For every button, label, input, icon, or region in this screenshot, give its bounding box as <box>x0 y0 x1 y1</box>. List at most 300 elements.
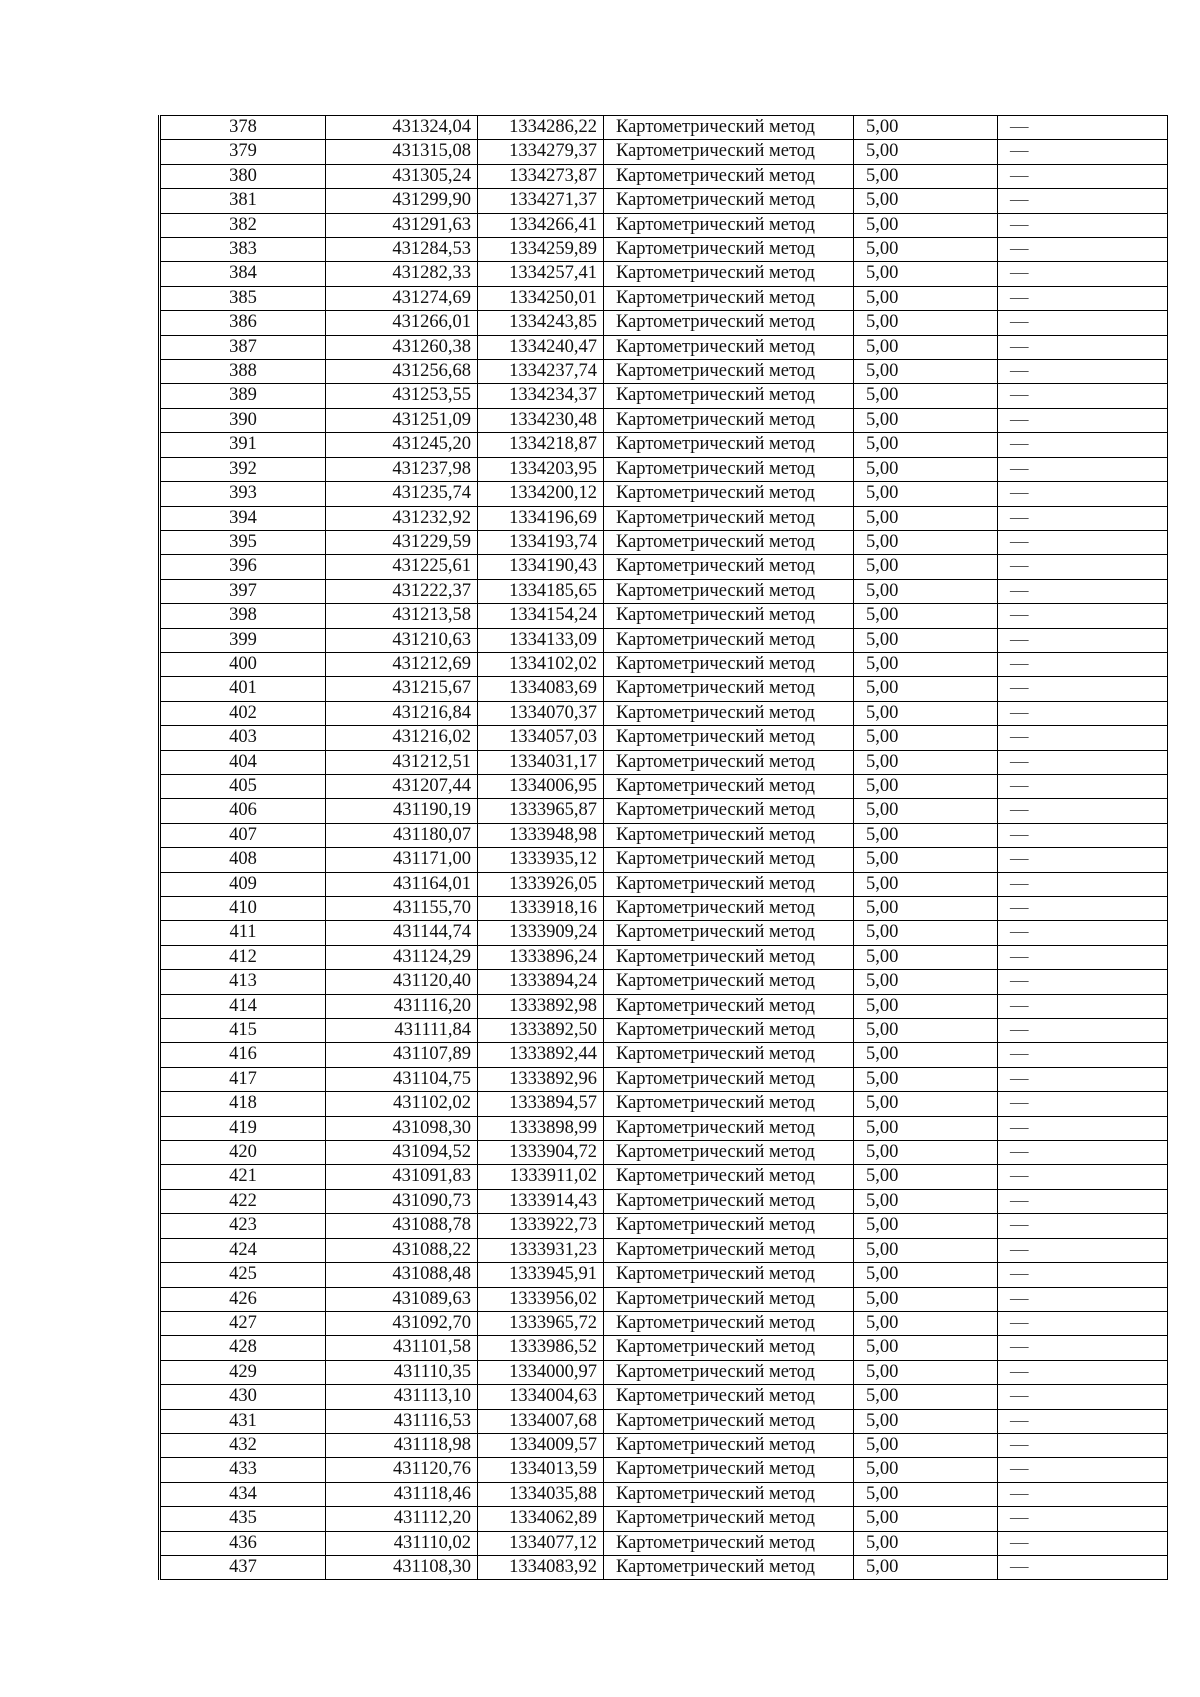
method-cell: Картометрический метод <box>604 823 854 847</box>
method-cell: Картометрический метод <box>604 238 854 262</box>
y-coordinate-cell: 1334035,88 <box>478 1482 604 1506</box>
table-row <box>160 1482 1168 1506</box>
accuracy-cell: 5,00 <box>854 628 998 652</box>
point-number-cell: 412 <box>160 945 326 969</box>
table-row <box>160 897 1168 921</box>
table-row <box>160 628 1168 652</box>
x-coordinate-cell: 431305,24 <box>326 164 478 188</box>
accuracy-cell: 5,00 <box>854 945 998 969</box>
y-coordinate-cell: 1334006,95 <box>478 774 604 798</box>
y-coordinate-cell: 1334000,97 <box>478 1360 604 1384</box>
note-cell: — <box>998 457 1168 481</box>
method-cell: Картометрический метод <box>604 335 854 359</box>
note-cell: — <box>998 1263 1168 1287</box>
note-cell: — <box>998 1311 1168 1335</box>
note-cell: — <box>998 1019 1168 1043</box>
y-coordinate-cell: 1334240,47 <box>478 335 604 359</box>
x-coordinate-cell: 431118,98 <box>326 1433 478 1457</box>
x-coordinate-cell: 431089,63 <box>326 1287 478 1311</box>
method-cell: Картометрический метод <box>604 604 854 628</box>
note-cell: — <box>998 872 1168 896</box>
table-row <box>160 555 1168 579</box>
point-number-cell: 403 <box>160 726 326 750</box>
y-coordinate-cell: 1334273,87 <box>478 164 604 188</box>
note-cell: — <box>998 726 1168 750</box>
x-coordinate-cell: 431212,69 <box>326 652 478 676</box>
note-cell: — <box>998 677 1168 701</box>
y-coordinate-cell: 1333931,23 <box>478 1238 604 1262</box>
table-row <box>160 652 1168 676</box>
point-number-cell: 413 <box>160 970 326 994</box>
table-row <box>160 1067 1168 1091</box>
accuracy-cell: 5,00 <box>854 530 998 554</box>
accuracy-cell: 5,00 <box>854 1238 998 1262</box>
coordinates-table <box>158 115 1168 1580</box>
y-coordinate-cell: 1334237,74 <box>478 360 604 384</box>
point-number-cell: 425 <box>160 1263 326 1287</box>
table-row <box>160 1189 1168 1213</box>
note-cell: — <box>998 335 1168 359</box>
table-row <box>160 799 1168 823</box>
point-number-cell: 431 <box>160 1409 326 1433</box>
table-row <box>160 433 1168 457</box>
y-coordinate-cell: 1333918,16 <box>478 897 604 921</box>
y-coordinate-cell: 1334230,48 <box>478 408 604 432</box>
y-coordinate-cell: 1333909,24 <box>478 921 604 945</box>
accuracy-cell: 5,00 <box>854 1141 998 1165</box>
note-cell: — <box>998 1482 1168 1506</box>
note-cell: — <box>998 1433 1168 1457</box>
note-cell: — <box>998 238 1168 262</box>
table-row <box>160 482 1168 506</box>
x-coordinate-cell: 431108,30 <box>326 1555 478 1579</box>
x-coordinate-cell: 431101,58 <box>326 1336 478 1360</box>
method-cell: Картометрический метод <box>604 311 854 335</box>
method-cell: Картометрический метод <box>604 1189 854 1213</box>
x-coordinate-cell: 431094,52 <box>326 1141 478 1165</box>
method-cell: Картометрический метод <box>604 213 854 237</box>
y-coordinate-cell: 1334077,12 <box>478 1531 604 1555</box>
accuracy-cell: 5,00 <box>854 1336 998 1360</box>
table-row <box>160 408 1168 432</box>
note-cell: — <box>998 286 1168 310</box>
point-number-cell: 416 <box>160 1043 326 1067</box>
x-coordinate-cell: 431210,63 <box>326 628 478 652</box>
y-coordinate-cell: 1333914,43 <box>478 1189 604 1213</box>
x-coordinate-cell: 431284,53 <box>326 238 478 262</box>
note-cell: — <box>998 897 1168 921</box>
note-cell: — <box>998 750 1168 774</box>
accuracy-cell: 5,00 <box>854 433 998 457</box>
x-coordinate-cell: 431110,02 <box>326 1531 478 1555</box>
point-number-cell: 385 <box>160 286 326 310</box>
y-coordinate-cell: 1334218,87 <box>478 433 604 457</box>
method-cell: Картометрический метод <box>604 457 854 481</box>
x-coordinate-cell: 431299,90 <box>326 189 478 213</box>
x-coordinate-cell: 431291,63 <box>326 213 478 237</box>
accuracy-cell: 5,00 <box>854 701 998 725</box>
method-cell: Картометрический метод <box>604 1287 854 1311</box>
accuracy-cell: 5,00 <box>854 408 998 432</box>
x-coordinate-cell: 431215,67 <box>326 677 478 701</box>
y-coordinate-cell: 1334234,37 <box>478 384 604 408</box>
x-coordinate-cell: 431213,58 <box>326 604 478 628</box>
accuracy-cell: 5,00 <box>854 652 998 676</box>
table-row <box>160 189 1168 213</box>
x-coordinate-cell: 431110,35 <box>326 1360 478 1384</box>
table-row <box>160 1043 1168 1067</box>
point-number-cell: 427 <box>160 1311 326 1335</box>
table-row <box>160 1263 1168 1287</box>
x-coordinate-cell: 431092,70 <box>326 1311 478 1335</box>
table-row <box>160 213 1168 237</box>
note-cell: — <box>998 506 1168 530</box>
x-coordinate-cell: 431120,40 <box>326 970 478 994</box>
accuracy-cell: 5,00 <box>854 604 998 628</box>
y-coordinate-cell: 1334203,95 <box>478 457 604 481</box>
table-row <box>160 1311 1168 1335</box>
x-coordinate-cell: 431088,78 <box>326 1214 478 1238</box>
coordinates-table-body <box>160 116 1168 1580</box>
y-coordinate-cell: 1334196,69 <box>478 506 604 530</box>
note-cell: — <box>998 1141 1168 1165</box>
point-number-cell: 430 <box>160 1385 326 1409</box>
table-row <box>160 1360 1168 1384</box>
note-cell: — <box>998 994 1168 1018</box>
table-row <box>160 506 1168 530</box>
method-cell: Картометрический метод <box>604 482 854 506</box>
point-number-cell: 381 <box>160 189 326 213</box>
table-row <box>160 1433 1168 1457</box>
method-cell: Картометрический метод <box>604 140 854 164</box>
point-number-cell: 392 <box>160 457 326 481</box>
method-cell: Картометрический метод <box>604 628 854 652</box>
table-row <box>160 286 1168 310</box>
accuracy-cell: 5,00 <box>854 872 998 896</box>
table-row <box>160 311 1168 335</box>
note-cell: — <box>998 1092 1168 1116</box>
accuracy-cell: 5,00 <box>854 1116 998 1140</box>
accuracy-cell: 5,00 <box>854 116 998 140</box>
table-row <box>160 750 1168 774</box>
x-coordinate-cell: 431116,53 <box>326 1409 478 1433</box>
table-row <box>160 604 1168 628</box>
method-cell: Картометрический метод <box>604 1043 854 1067</box>
method-cell: Картометрический метод <box>604 1458 854 1482</box>
table-row <box>160 1507 1168 1531</box>
point-number-cell: 420 <box>160 1141 326 1165</box>
method-cell: Картометрический метод <box>604 970 854 994</box>
y-coordinate-cell: 1334266,41 <box>478 213 604 237</box>
note-cell: — <box>998 1531 1168 1555</box>
point-number-cell: 410 <box>160 897 326 921</box>
method-cell: Картометрический метод <box>604 726 854 750</box>
note-cell: — <box>998 433 1168 457</box>
y-coordinate-cell: 1333911,02 <box>478 1165 604 1189</box>
accuracy-cell: 5,00 <box>854 140 998 164</box>
x-coordinate-cell: 431216,84 <box>326 701 478 725</box>
x-coordinate-cell: 431232,92 <box>326 506 478 530</box>
method-cell: Картометрический метод <box>604 1116 854 1140</box>
accuracy-cell: 5,00 <box>854 1385 998 1409</box>
point-number-cell: 428 <box>160 1336 326 1360</box>
method-cell: Картометрический метод <box>604 677 854 701</box>
method-cell: Картометрический метод <box>604 1311 854 1335</box>
note-cell: — <box>998 1458 1168 1482</box>
method-cell: Картометрический метод <box>604 1433 854 1457</box>
note-cell: — <box>998 384 1168 408</box>
method-cell: Картометрический метод <box>604 1482 854 1506</box>
point-number-cell: 434 <box>160 1482 326 1506</box>
y-coordinate-cell: 1333894,24 <box>478 970 604 994</box>
accuracy-cell: 5,00 <box>854 1555 998 1579</box>
accuracy-cell: 5,00 <box>854 555 998 579</box>
table-row <box>160 262 1168 286</box>
note-cell: — <box>998 1287 1168 1311</box>
accuracy-cell: 5,00 <box>854 848 998 872</box>
table-row <box>160 238 1168 262</box>
accuracy-cell: 5,00 <box>854 726 998 750</box>
accuracy-cell: 5,00 <box>854 213 998 237</box>
table-row <box>160 1385 1168 1409</box>
point-number-cell: 390 <box>160 408 326 432</box>
method-cell: Картометрический метод <box>604 1385 854 1409</box>
table-row <box>160 1116 1168 1140</box>
x-coordinate-cell: 431088,48 <box>326 1263 478 1287</box>
x-coordinate-cell: 431235,74 <box>326 482 478 506</box>
note-cell: — <box>998 799 1168 823</box>
x-coordinate-cell: 431104,75 <box>326 1067 478 1091</box>
note-cell: — <box>998 579 1168 603</box>
y-coordinate-cell: 1333926,05 <box>478 872 604 896</box>
x-coordinate-cell: 431164,01 <box>326 872 478 896</box>
x-coordinate-cell: 431324,04 <box>326 116 478 140</box>
table-row <box>160 1019 1168 1043</box>
note-cell: — <box>998 116 1168 140</box>
y-coordinate-cell: 1334009,57 <box>478 1433 604 1457</box>
y-coordinate-cell: 1333892,44 <box>478 1043 604 1067</box>
y-coordinate-cell: 1334200,12 <box>478 482 604 506</box>
x-coordinate-cell: 431102,02 <box>326 1092 478 1116</box>
accuracy-cell: 5,00 <box>854 262 998 286</box>
accuracy-cell: 5,00 <box>854 1433 998 1457</box>
note-cell: — <box>998 701 1168 725</box>
x-coordinate-cell: 431116,20 <box>326 994 478 1018</box>
x-coordinate-cell: 431124,29 <box>326 945 478 969</box>
accuracy-cell: 5,00 <box>854 1092 998 1116</box>
accuracy-cell: 5,00 <box>854 360 998 384</box>
x-coordinate-cell: 431225,61 <box>326 555 478 579</box>
point-number-cell: 417 <box>160 1067 326 1091</box>
method-cell: Картометрический метод <box>604 262 854 286</box>
method-cell: Картометрический метод <box>604 1165 854 1189</box>
point-number-cell: 415 <box>160 1019 326 1043</box>
method-cell: Картометрический метод <box>604 384 854 408</box>
method-cell: Картометрический метод <box>604 555 854 579</box>
note-cell: — <box>998 1165 1168 1189</box>
x-coordinate-cell: 431251,09 <box>326 408 478 432</box>
point-number-cell: 407 <box>160 823 326 847</box>
note-cell: — <box>998 774 1168 798</box>
point-number-cell: 433 <box>160 1458 326 1482</box>
y-coordinate-cell: 1334083,69 <box>478 677 604 701</box>
y-coordinate-cell: 1334031,17 <box>478 750 604 774</box>
point-number-cell: 429 <box>160 1360 326 1384</box>
x-coordinate-cell: 431256,68 <box>326 360 478 384</box>
point-number-cell: 379 <box>160 140 326 164</box>
table-row <box>160 1336 1168 1360</box>
accuracy-cell: 5,00 <box>854 774 998 798</box>
accuracy-cell: 5,00 <box>854 1507 998 1531</box>
note-cell: — <box>998 604 1168 628</box>
y-coordinate-cell: 1333965,72 <box>478 1311 604 1335</box>
point-number-cell: 388 <box>160 360 326 384</box>
method-cell: Картометрический метод <box>604 408 854 432</box>
note-cell: — <box>998 652 1168 676</box>
method-cell: Картометрический метод <box>604 1507 854 1531</box>
table-row <box>160 1555 1168 1579</box>
accuracy-cell: 5,00 <box>854 1458 998 1482</box>
point-number-cell: 399 <box>160 628 326 652</box>
method-cell: Картометрический метод <box>604 433 854 457</box>
accuracy-cell: 5,00 <box>854 750 998 774</box>
x-coordinate-cell: 431315,08 <box>326 140 478 164</box>
y-coordinate-cell: 1333956,02 <box>478 1287 604 1311</box>
table-row <box>160 970 1168 994</box>
method-cell: Картометрический метод <box>604 1555 854 1579</box>
accuracy-cell: 5,00 <box>854 164 998 188</box>
y-coordinate-cell: 1333892,98 <box>478 994 604 1018</box>
x-coordinate-cell: 431245,20 <box>326 433 478 457</box>
accuracy-cell: 5,00 <box>854 970 998 994</box>
point-number-cell: 383 <box>160 238 326 262</box>
table-row <box>160 116 1168 140</box>
method-cell: Картометрический метод <box>604 799 854 823</box>
method-cell: Картометрический метод <box>604 1409 854 1433</box>
y-coordinate-cell: 1334057,03 <box>478 726 604 750</box>
accuracy-cell: 5,00 <box>854 1214 998 1238</box>
table-row <box>160 530 1168 554</box>
x-coordinate-cell: 431212,51 <box>326 750 478 774</box>
y-coordinate-cell: 1334070,37 <box>478 701 604 725</box>
y-coordinate-cell: 1334133,09 <box>478 628 604 652</box>
accuracy-cell: 5,00 <box>854 1019 998 1043</box>
method-cell: Картометрический метод <box>604 1238 854 1262</box>
x-coordinate-cell: 431216,02 <box>326 726 478 750</box>
method-cell: Картометрический метод <box>604 1019 854 1043</box>
note-cell: — <box>998 1214 1168 1238</box>
accuracy-cell: 5,00 <box>854 1360 998 1384</box>
method-cell: Картометрический метод <box>604 1214 854 1238</box>
note-cell: — <box>998 140 1168 164</box>
y-coordinate-cell: 1333896,24 <box>478 945 604 969</box>
y-coordinate-cell: 1334250,01 <box>478 286 604 310</box>
method-cell: Картометрический метод <box>604 530 854 554</box>
y-coordinate-cell: 1334286,22 <box>478 116 604 140</box>
table-row <box>160 360 1168 384</box>
y-coordinate-cell: 1334190,43 <box>478 555 604 579</box>
accuracy-cell: 5,00 <box>854 1189 998 1213</box>
note-cell: — <box>998 628 1168 652</box>
point-number-cell: 387 <box>160 335 326 359</box>
point-number-cell: 436 <box>160 1531 326 1555</box>
note-cell: — <box>998 921 1168 945</box>
point-number-cell: 419 <box>160 1116 326 1140</box>
method-cell: Картометрический метод <box>604 1092 854 1116</box>
accuracy-cell: 5,00 <box>854 1409 998 1433</box>
method-cell: Картометрический метод <box>604 872 854 896</box>
point-number-cell: 391 <box>160 433 326 457</box>
point-number-cell: 386 <box>160 311 326 335</box>
note-cell: — <box>998 1385 1168 1409</box>
point-number-cell: 397 <box>160 579 326 603</box>
y-coordinate-cell: 1333986,52 <box>478 1336 604 1360</box>
note-cell: — <box>998 360 1168 384</box>
point-number-cell: 408 <box>160 848 326 872</box>
method-cell: Картометрический метод <box>604 506 854 530</box>
y-coordinate-cell: 1333898,99 <box>478 1116 604 1140</box>
note-cell: — <box>998 1043 1168 1067</box>
point-number-cell: 400 <box>160 652 326 676</box>
note-cell: — <box>998 1116 1168 1140</box>
y-coordinate-cell: 1334257,41 <box>478 262 604 286</box>
table-row <box>160 1531 1168 1555</box>
point-number-cell: 435 <box>160 1507 326 1531</box>
y-coordinate-cell: 1334013,59 <box>478 1458 604 1482</box>
point-number-cell: 389 <box>160 384 326 408</box>
point-number-cell: 423 <box>160 1214 326 1238</box>
table-row <box>160 1458 1168 1482</box>
table-row <box>160 994 1168 1018</box>
point-number-cell: 409 <box>160 872 326 896</box>
table-row <box>160 677 1168 701</box>
point-number-cell: 426 <box>160 1287 326 1311</box>
y-coordinate-cell: 1333948,98 <box>478 823 604 847</box>
note-cell: — <box>998 1238 1168 1262</box>
note-cell: — <box>998 1067 1168 1091</box>
accuracy-cell: 5,00 <box>854 335 998 359</box>
method-cell: Картометрический метод <box>604 1531 854 1555</box>
point-number-cell: 393 <box>160 482 326 506</box>
x-coordinate-cell: 431155,70 <box>326 897 478 921</box>
note-cell: — <box>998 213 1168 237</box>
method-cell: Картометрический метод <box>604 774 854 798</box>
accuracy-cell: 5,00 <box>854 1287 998 1311</box>
accuracy-cell: 5,00 <box>854 1067 998 1091</box>
x-coordinate-cell: 431266,01 <box>326 311 478 335</box>
point-number-cell: 396 <box>160 555 326 579</box>
y-coordinate-cell: 1333935,12 <box>478 848 604 872</box>
table-row <box>160 1238 1168 1262</box>
point-number-cell: 401 <box>160 677 326 701</box>
table-row <box>160 1214 1168 1238</box>
point-number-cell: 402 <box>160 701 326 725</box>
point-number-cell: 380 <box>160 164 326 188</box>
y-coordinate-cell: 1334259,89 <box>478 238 604 262</box>
method-cell: Картометрический метод <box>604 579 854 603</box>
accuracy-cell: 5,00 <box>854 1043 998 1067</box>
point-number-cell: 398 <box>160 604 326 628</box>
point-number-cell: 384 <box>160 262 326 286</box>
note-cell: — <box>998 848 1168 872</box>
note-cell: — <box>998 262 1168 286</box>
x-coordinate-cell: 431088,22 <box>326 1238 478 1262</box>
method-cell: Картометрический метод <box>604 1263 854 1287</box>
x-coordinate-cell: 431282,33 <box>326 262 478 286</box>
y-coordinate-cell: 1333904,72 <box>478 1141 604 1165</box>
x-coordinate-cell: 431253,55 <box>326 384 478 408</box>
method-cell: Картометрический метод <box>604 750 854 774</box>
